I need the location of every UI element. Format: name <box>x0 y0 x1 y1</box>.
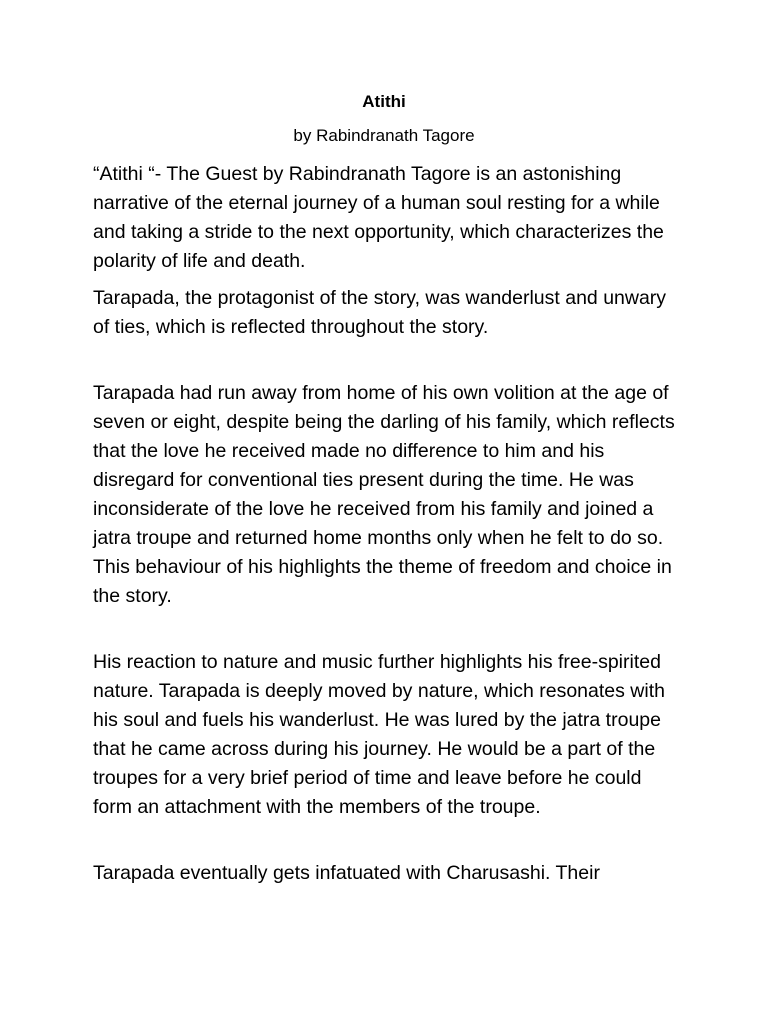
document-title: Atithi <box>362 92 406 111</box>
paragraph-charusashi: Tarapada eventually gets infatuated with Charusashi. Their <box>93 862 600 884</box>
paragraph-intro: “Atithi “- The Guest by Rabindranath Tagore is an astonishing narrative of the eternal journey of a human soul resting for a while and taking a stride to the next opportunity, which characterizes the polarity of life and death. <box>93 163 664 272</box>
document-body <box>93 160 683 888</box>
document-byline: by Rabindranath Tagore <box>293 126 475 145</box>
paragraph-protagonist: Tarapada, the protagonist of the story, was wanderlust and unwary of ties, which is reflected throughout the story. <box>93 287 667 338</box>
paragraph-runaway: Tarapada had run away from home of his own volition at the age of seven or eight, despite being the darling of his family, which reflects that the love he received made no difference to him and his disregard for conventional ties present during the time. He was inconsiderate of the love he received from his family and joined a jatra troupe and returned home months only when he felt to do so. This behaviour of his highlights the theme of freedom and choice in the story. <box>93 382 675 607</box>
paragraph-nature-music: His reaction to nature and music further highlights his free-spirited nature. Tarapada is deeply moved by nature, which resonates with his soul and fuels his wanderlust. He was lured by the jatra troupe that he came across during his journey. He would be a part of the troupes for a very brief period of time and leave before he could form an attachment with the members of the troupe. <box>93 651 665 818</box>
